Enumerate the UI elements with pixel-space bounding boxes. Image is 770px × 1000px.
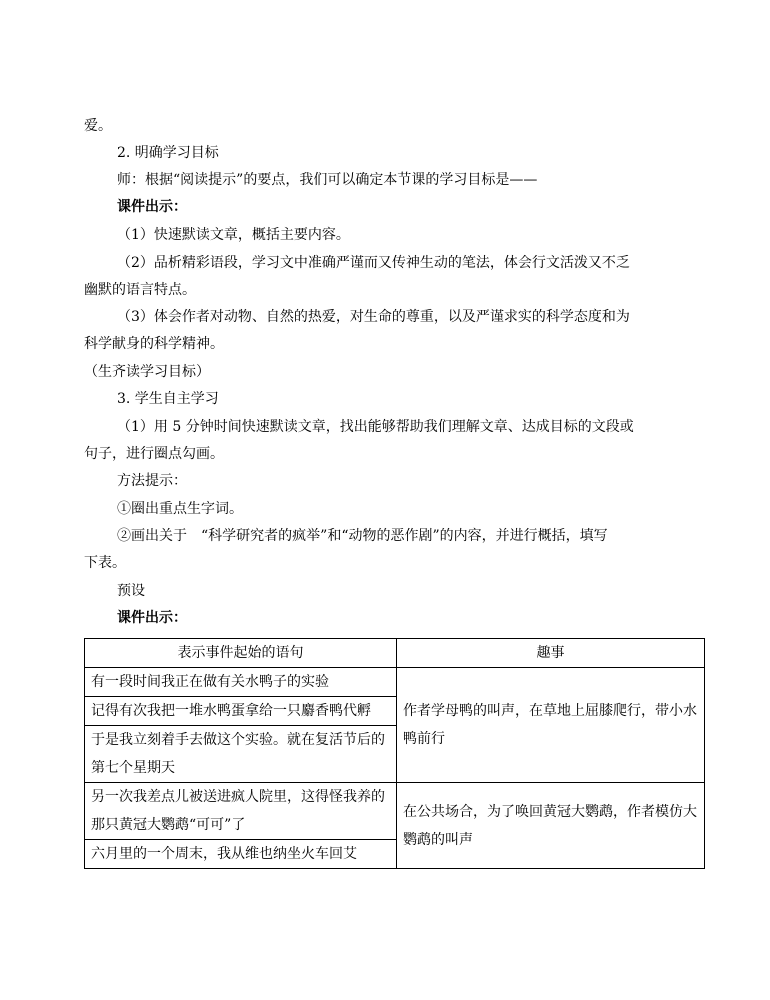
goal-item: （1）快速默读文章，概括主要内容。 <box>117 227 350 243</box>
text-line: 预设 <box>117 583 145 599</box>
table-cell: 另一次我差点儿被送进疯人院里，这得怪我养的那只黄冠大鹦鹉“可可”了 <box>85 783 397 840</box>
table-header-cell: 表示事件起始的语句 <box>85 639 397 668</box>
events-table <box>84 638 705 869</box>
table-cell: 六月里的一个周末，我从维也纳坐火车回艾 <box>85 840 397 869</box>
text-line: 句子，进行圈点勾画。 <box>84 446 224 462</box>
method-item: ①圈出重点生字词。 <box>117 501 243 517</box>
text-line: 爱。 <box>84 118 112 134</box>
text-line: （1）用 5 分钟时间快速默读文章，找出能够帮助我们理解文章、达成目标的文段或 <box>117 419 634 435</box>
text-line: 师：根据“阅读提示”的要点，我们可以确定本节课的学习目标是—— <box>117 172 538 188</box>
table-cell-merged: 在公共场合，为了唤回黄冠大鹦鹉，作者模仿大鹦鹉的叫声 <box>397 783 705 869</box>
table-row <box>85 783 705 840</box>
section-heading: 3. 学生自主学习 <box>117 391 219 407</box>
courseware-label: 课件出示： <box>117 610 187 626</box>
section-heading: 2. 明确学习目标 <box>117 145 219 161</box>
method-label: 方法提示： <box>117 473 187 489</box>
table-header-cell: 趣事 <box>397 639 705 668</box>
table-cell-merged: 作者学母鸭的叫声，在草地上屈膝爬行，带小水鸭前行 <box>397 668 705 783</box>
table-cell: 于是我立刻着手去做这个实验。就在复活节后的第七个星期天 <box>85 726 397 783</box>
table-cell: 有一段时间我正在做有关水鸭子的实验 <box>85 668 397 697</box>
goal-item: （3）体会作者对动物、自然的热爱，对生命的尊重，以及严谨求实的科学态度和为 <box>117 309 630 325</box>
text-line: （生齐读学习目标） <box>84 364 210 380</box>
text-line: 科学献身的科学精神。 <box>84 336 224 352</box>
goal-item: （2）品析精彩语段，学习文中准确严谨而又传神生动的笔法，体会行文活泼又不乏 <box>117 255 630 271</box>
table-header-row <box>85 639 705 668</box>
table-cell: 记得有次我把一堆水鸭蛋拿给一只麝香鸭代孵 <box>85 697 397 726</box>
method-item: ②画出关于 “科学研究者的疯举”和“动物的恶作剧”的内容，并进行概括，填写 <box>117 528 608 544</box>
text-line: 下表。 <box>84 555 126 571</box>
text-line: 幽默的语言特点。 <box>84 282 196 298</box>
table-row <box>85 668 705 697</box>
courseware-label: 课件出示： <box>117 199 187 215</box>
